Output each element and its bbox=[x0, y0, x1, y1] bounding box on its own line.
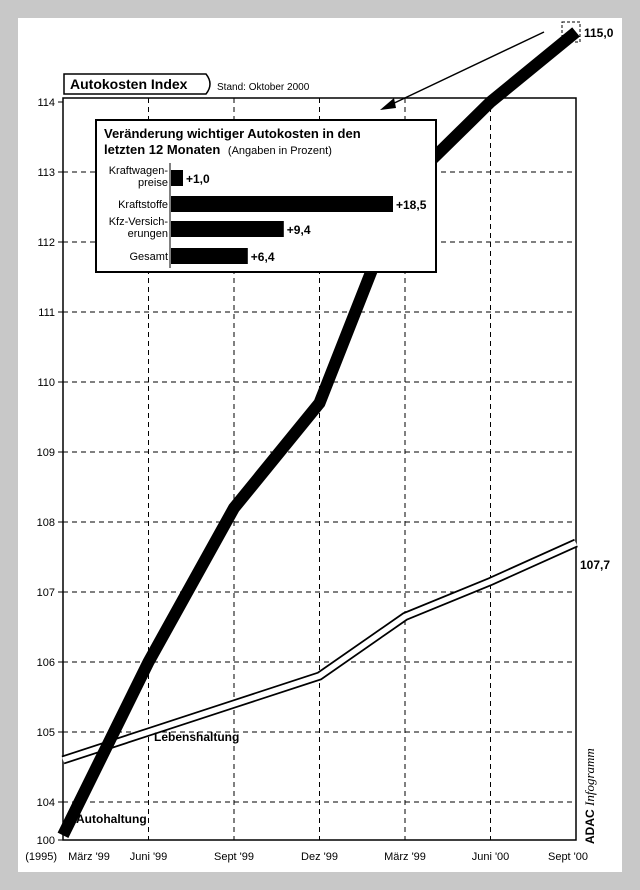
chart-card bbox=[18, 18, 622, 872]
inset-title-line2 bbox=[104, 142, 332, 157]
bar-category-label: Kraftwagen- bbox=[108, 165, 168, 177]
y-tick-label: 105 bbox=[36, 727, 55, 739]
bar-category-label: Kfz-Versich- bbox=[108, 216, 168, 228]
credit-brand: ADAC bbox=[583, 809, 597, 844]
x-tick-label: Dez '99 bbox=[301, 851, 338, 863]
x-axis bbox=[25, 851, 588, 863]
chart-title: Autokosten Index bbox=[70, 76, 188, 92]
bar-category-label: Gesamt bbox=[129, 251, 168, 263]
inset-subtitle: (Angaben in Prozent) bbox=[227, 145, 332, 157]
autokosten-chart bbox=[18, 18, 622, 872]
bar-2 bbox=[171, 221, 284, 237]
y-axis bbox=[37, 97, 63, 847]
y-tick-label: 108 bbox=[36, 517, 55, 529]
bar-value-label: +1,0 bbox=[186, 172, 210, 186]
bar-value-label: +9,4 bbox=[286, 223, 311, 237]
x-tick-label: Sept '00 bbox=[547, 851, 589, 863]
y-tick-label: 109 bbox=[36, 447, 55, 459]
y-tick-label: 106 bbox=[36, 657, 55, 669]
bar-0 bbox=[171, 170, 183, 186]
series-label-autohaltung: Autohaltung bbox=[76, 812, 147, 826]
x-tick-label: Juni '00 bbox=[471, 851, 510, 863]
y-tick-label: 113 bbox=[37, 167, 55, 179]
x-tick-label: Sept '99 bbox=[213, 851, 255, 863]
end-label-lebenshaltung: 107,7 bbox=[580, 558, 611, 572]
y-tick-label: 112 bbox=[37, 237, 55, 249]
bar-1 bbox=[171, 196, 393, 212]
credit-product: Infogramm bbox=[582, 748, 597, 806]
inset-bar-chart bbox=[96, 120, 436, 272]
x-tick-label: März '99 bbox=[68, 851, 110, 863]
bar-category-label: erungen bbox=[127, 228, 168, 240]
y-tick-label: 104 bbox=[36, 797, 55, 809]
title-tag bbox=[64, 74, 310, 94]
series-label-lebenshaltung: Lebenshaltung bbox=[154, 730, 240, 744]
inset-title-line2-text: letzten 12 Monaten bbox=[104, 142, 221, 157]
x-tick-label: Juni '99 bbox=[129, 851, 168, 863]
bar-category-label: Kraftstoffe bbox=[118, 199, 168, 211]
bar-value-label: +6,4 bbox=[250, 250, 275, 264]
bar-category-label: preise bbox=[138, 177, 168, 189]
y-tick-label: 107 bbox=[36, 587, 55, 599]
x-tick-label: März '99 bbox=[384, 851, 426, 863]
y-tick-label: 110 bbox=[37, 377, 55, 389]
y-tick-label: 100 bbox=[36, 835, 55, 847]
bar-value-label: +18,5 bbox=[396, 198, 427, 212]
bar-3 bbox=[171, 248, 248, 264]
y-tick-label: 111 bbox=[38, 307, 55, 319]
chart-subtitle: Stand: Oktober 2000 bbox=[217, 82, 310, 93]
credit bbox=[582, 748, 597, 844]
y-tick-label: 114 bbox=[37, 97, 55, 109]
end-label-autohaltung: 115,0 bbox=[584, 26, 614, 40]
x-tick-label: (1995) bbox=[25, 851, 57, 863]
inset-title-line1: Veränderung wichtiger Autokosten in den bbox=[104, 126, 361, 141]
